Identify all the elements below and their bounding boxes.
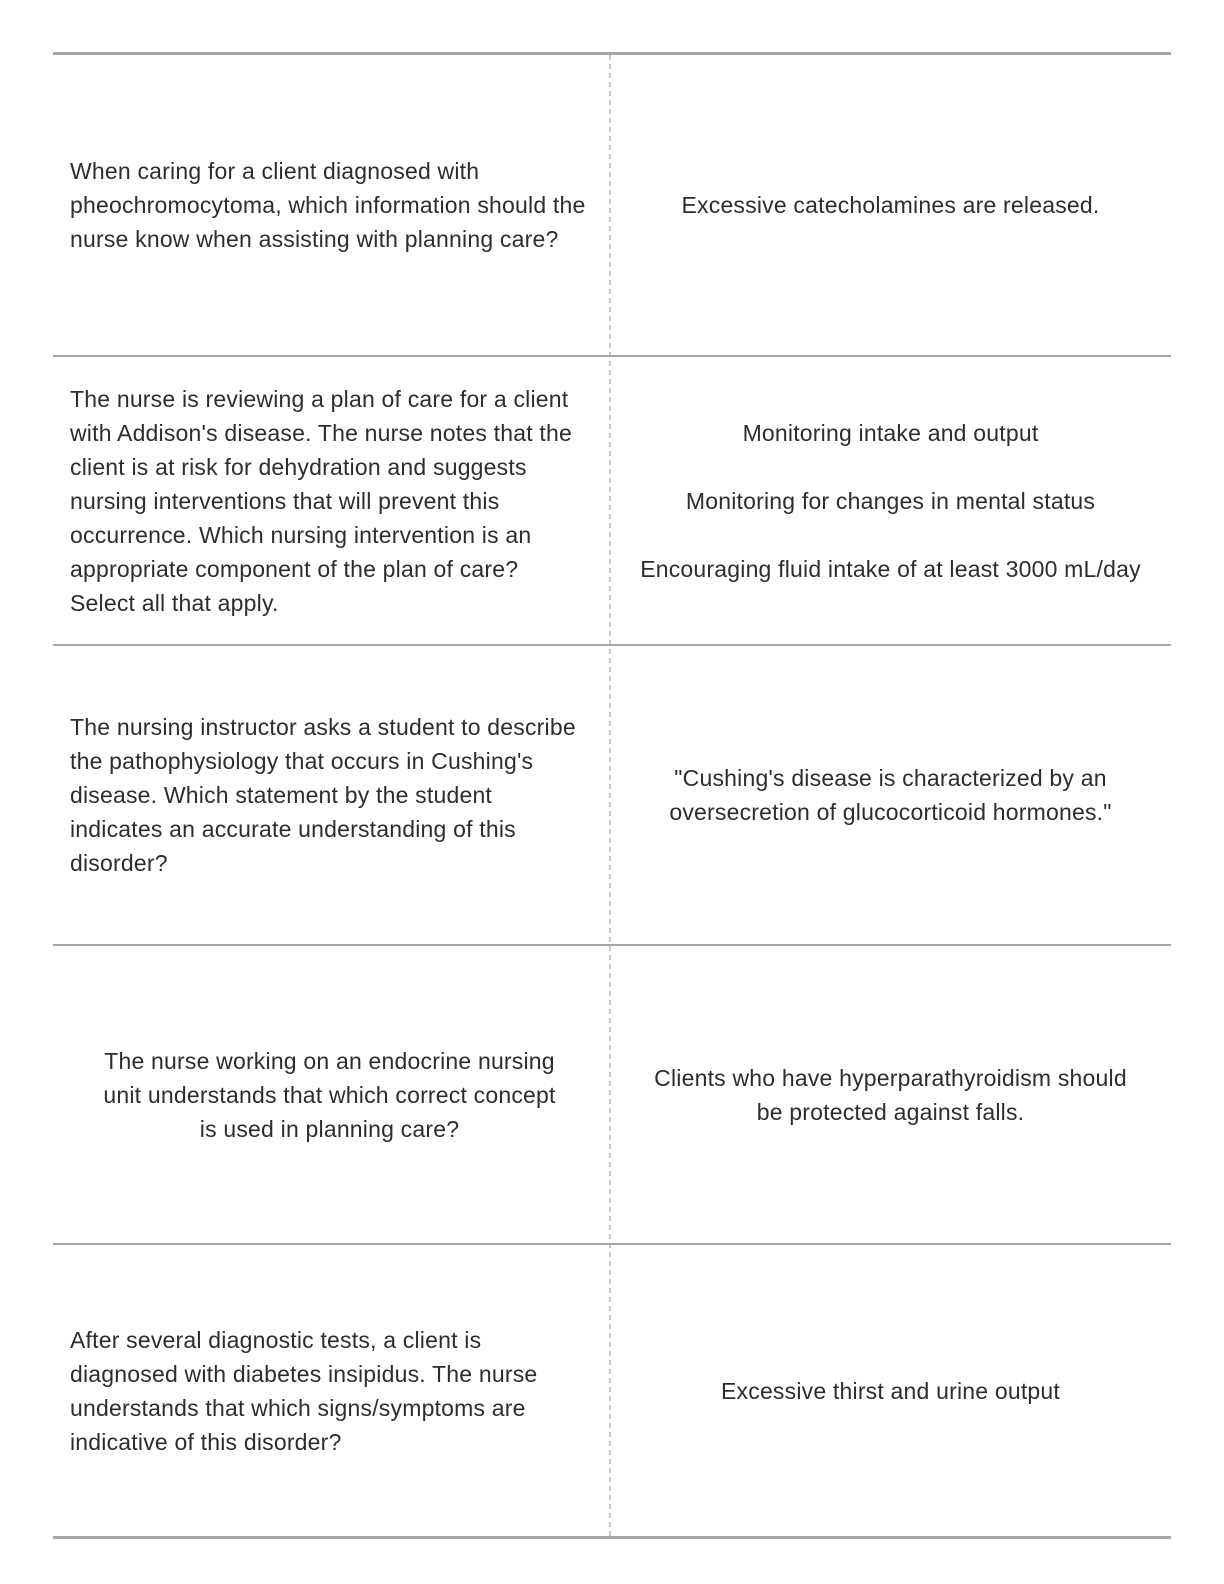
flashcard-row-1 bbox=[53, 55, 1171, 355]
question-cell-1 bbox=[53, 55, 610, 355]
question-cell-4 bbox=[53, 946, 610, 1243]
question-text-5: After several diagnostic tests, a client is diagnosed with diabetes insipidus. The nurse understands that which signs/symptoms are indicative of this disorder? bbox=[70, 1326, 538, 1455]
answer-text-4: Clients who have hyperparathyroidism should be protected against falls. bbox=[654, 1064, 1127, 1125]
answer-text-2b: Monitoring for changes in mental status bbox=[685, 487, 1096, 514]
question-text-4: The nurse working on an endocrine nursing unit understands that which correct concept is used in planning care? bbox=[103, 1047, 556, 1142]
answer-cell-5 bbox=[610, 1245, 1171, 1536]
flashcard-table bbox=[53, 52, 1171, 1539]
question-cell-2 bbox=[53, 357, 610, 644]
answer-text-2a: Monitoring intake and output bbox=[742, 419, 1039, 446]
answer-text-1: Excessive catecholamines are released. bbox=[681, 192, 1100, 218]
flashcard-row-2 bbox=[53, 355, 1171, 644]
answer-cell-3 bbox=[610, 646, 1171, 944]
question-cell-3 bbox=[53, 646, 610, 944]
question-text-3: The nursing instructor asks a student to describe the pathophysiology that occurs in Cushing's disease. Which statement by the student indicates an accurate understanding of this disorder? bbox=[70, 714, 576, 876]
answer-text-2c: Encouraging fluid intake of at least 3000 mL/day bbox=[640, 555, 1141, 582]
answer-cell-1 bbox=[610, 55, 1171, 355]
question-text-1: When caring for a client diagnosed with pheochromocytoma, which information should the nurse know when assisting with planning care? bbox=[70, 158, 586, 252]
answer-cell-2 bbox=[610, 357, 1171, 644]
answer-cell-4 bbox=[610, 946, 1171, 1243]
flashcard-row-4 bbox=[53, 944, 1171, 1243]
answer-text-3: "Cushing's disease is characterized by an oversecretion of glucocorticoid hormones." bbox=[669, 765, 1112, 825]
question-text-2: The nurse is reviewing a plan of care for a client with Addison's disease. The nurse notes that the client is at risk for dehydration and suggests nursing interventions that will prevent this occurrence. Which nursing intervention is an appropriate component of the plan of care? Select all that apply. bbox=[70, 385, 572, 616]
question-cell-5 bbox=[53, 1245, 610, 1536]
flashcard-row-3 bbox=[53, 644, 1171, 944]
answer-text-5: Excessive thirst and urine output bbox=[721, 1377, 1060, 1404]
flashcard-row-5 bbox=[53, 1243, 1171, 1536]
